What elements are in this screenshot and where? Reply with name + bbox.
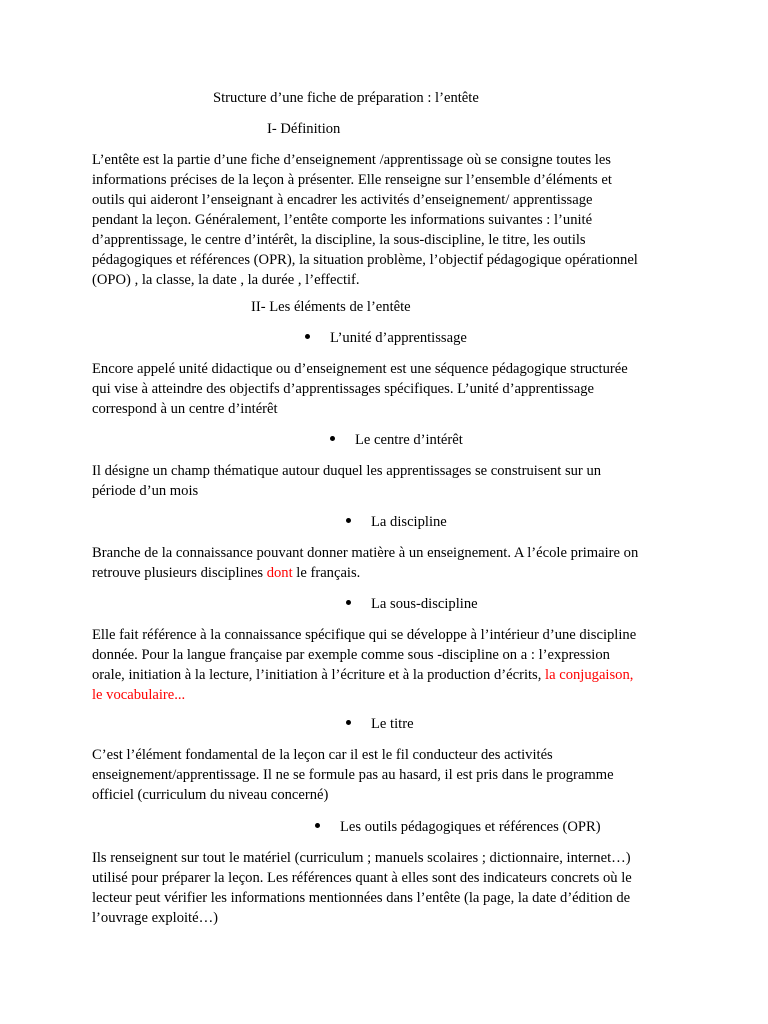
section-heading-definition: I- Définition xyxy=(267,121,341,137)
paragraph-line: correspond à un centre d’intérêt xyxy=(92,401,278,417)
text-run: retrouve plusieurs disciplines xyxy=(92,565,267,581)
paragraph-line: l’ouvrage exploité…) xyxy=(92,910,219,926)
paragraph-line: Branche de la connaissance pouvant donner matière à un enseignement. A l’école primaire on xyxy=(92,545,639,561)
bullet-icon xyxy=(315,823,320,828)
paragraph-line: Elle fait référence à la connaissance spécifique qui se développe à l’intérieur d’une discipline xyxy=(92,627,637,643)
bullet-label: La discipline xyxy=(371,514,447,530)
paragraph-line: C’est l’élément fondamental de la leçon car il est le fil conducteur des activités xyxy=(92,747,553,763)
centre-paragraph xyxy=(92,461,692,501)
paragraph-line: donnée. Pour la langue française par exemple comme sous -discipline on a : l’expression xyxy=(92,647,610,663)
bullet-item-titre xyxy=(346,714,414,734)
paragraph-line: période d’un mois xyxy=(92,483,199,499)
bullet-icon xyxy=(330,436,335,441)
paragraph-line: qui vise à atteindre des objectifs d’apprentissages spécifiques. L’unité d’apprentissage xyxy=(92,381,594,397)
paragraph-line: informations précises de la leçon à présenter. Elle renseigne sur l’ensemble d’éléments et xyxy=(92,172,612,188)
bullet-item-centre xyxy=(330,430,463,450)
discipline-paragraph xyxy=(92,543,692,583)
text-run: orale, initiation à la lecture, l’initiation à l’écriture et à la production d’écrits, xyxy=(92,667,546,683)
sous-discipline-paragraph xyxy=(92,625,692,705)
bullet-icon xyxy=(346,720,351,725)
bullet-item-discipline xyxy=(346,512,447,532)
paragraph-line: officiel (curriculum du niveau concerné) xyxy=(92,787,329,803)
definition-paragraph xyxy=(92,150,692,290)
paragraph-line: d’apprentissage, le centre d’intérêt, la discipline, la sous-discipline, le titre, les outils xyxy=(92,232,586,248)
paragraph-line: (OPO) , la classe, la date , la durée , l’effectif. xyxy=(92,272,360,288)
bullet-label: L’unité d’apprentissage xyxy=(330,330,467,346)
bullet-label: Le titre xyxy=(371,716,414,732)
opr-paragraph xyxy=(92,848,692,928)
paragraph-line: L’entête est la partie d’une fiche d’enseignement /apprentissage où se consigne toutes les xyxy=(92,152,611,168)
bullet-label: Les outils pédagogiques et références (OPR) xyxy=(340,819,601,835)
titre-paragraph xyxy=(92,745,692,805)
bullet-icon xyxy=(346,518,351,523)
paragraph-line: pédagogiques et références (OPR), la situation problème, l’objectif pédagogique opérationnel xyxy=(92,252,638,268)
bullet-label: La sous-discipline xyxy=(371,596,478,612)
bullet-item-unite xyxy=(305,328,467,348)
paragraph-line: utilisé pour préparer la leçon. Les références quant à elles sont des indicateurs concrets où le xyxy=(92,870,632,886)
paragraph-line xyxy=(92,563,692,583)
paragraph-line: Ils renseignent sur tout le matériel (curriculum ; manuels scolaires ; dictionnaire, internet…) xyxy=(92,850,631,866)
page-title: Structure d’une fiche de préparation : l’entête xyxy=(213,90,479,106)
paragraph-line: lecteur peut vérifier les informations mentionnées dans l’entête (la page, la date d’édition de xyxy=(92,890,631,906)
highlighted-text: la conjugaison, xyxy=(545,667,634,683)
bullet-icon xyxy=(346,600,351,605)
bullet-item-opr xyxy=(315,817,601,837)
highlighted-text: dont xyxy=(266,565,293,581)
bullet-item-sous-discipline xyxy=(346,594,478,614)
paragraph-line: enseignement/apprentissage. Il ne se formule pas au hasard, il est pris dans le programme xyxy=(92,767,614,783)
paragraph-line: Encore appelé unité didactique ou d’enseignement est une séquence pédagogique structurée xyxy=(92,361,628,377)
paragraph-line: outils qui aideront l’enseignant à encadrer les activités d’enseignement/ apprentissage xyxy=(92,192,593,208)
paragraph-line: Il désigne un champ thématique autour duquel les apprentissages se construisent sur un xyxy=(92,463,602,479)
text-run: le français. xyxy=(292,565,361,581)
paragraph-line: pendant la leçon. Généralement, l’entête comporte les informations suivantes : l’unité xyxy=(92,212,593,228)
highlighted-line: le vocabulaire... xyxy=(92,687,186,703)
bullet-label: Le centre d’intérêt xyxy=(355,432,463,448)
unite-paragraph xyxy=(92,359,692,419)
section-heading-elements: II- Les éléments de l’entête xyxy=(251,299,411,315)
paragraph-line xyxy=(92,665,692,685)
bullet-icon xyxy=(305,334,310,339)
